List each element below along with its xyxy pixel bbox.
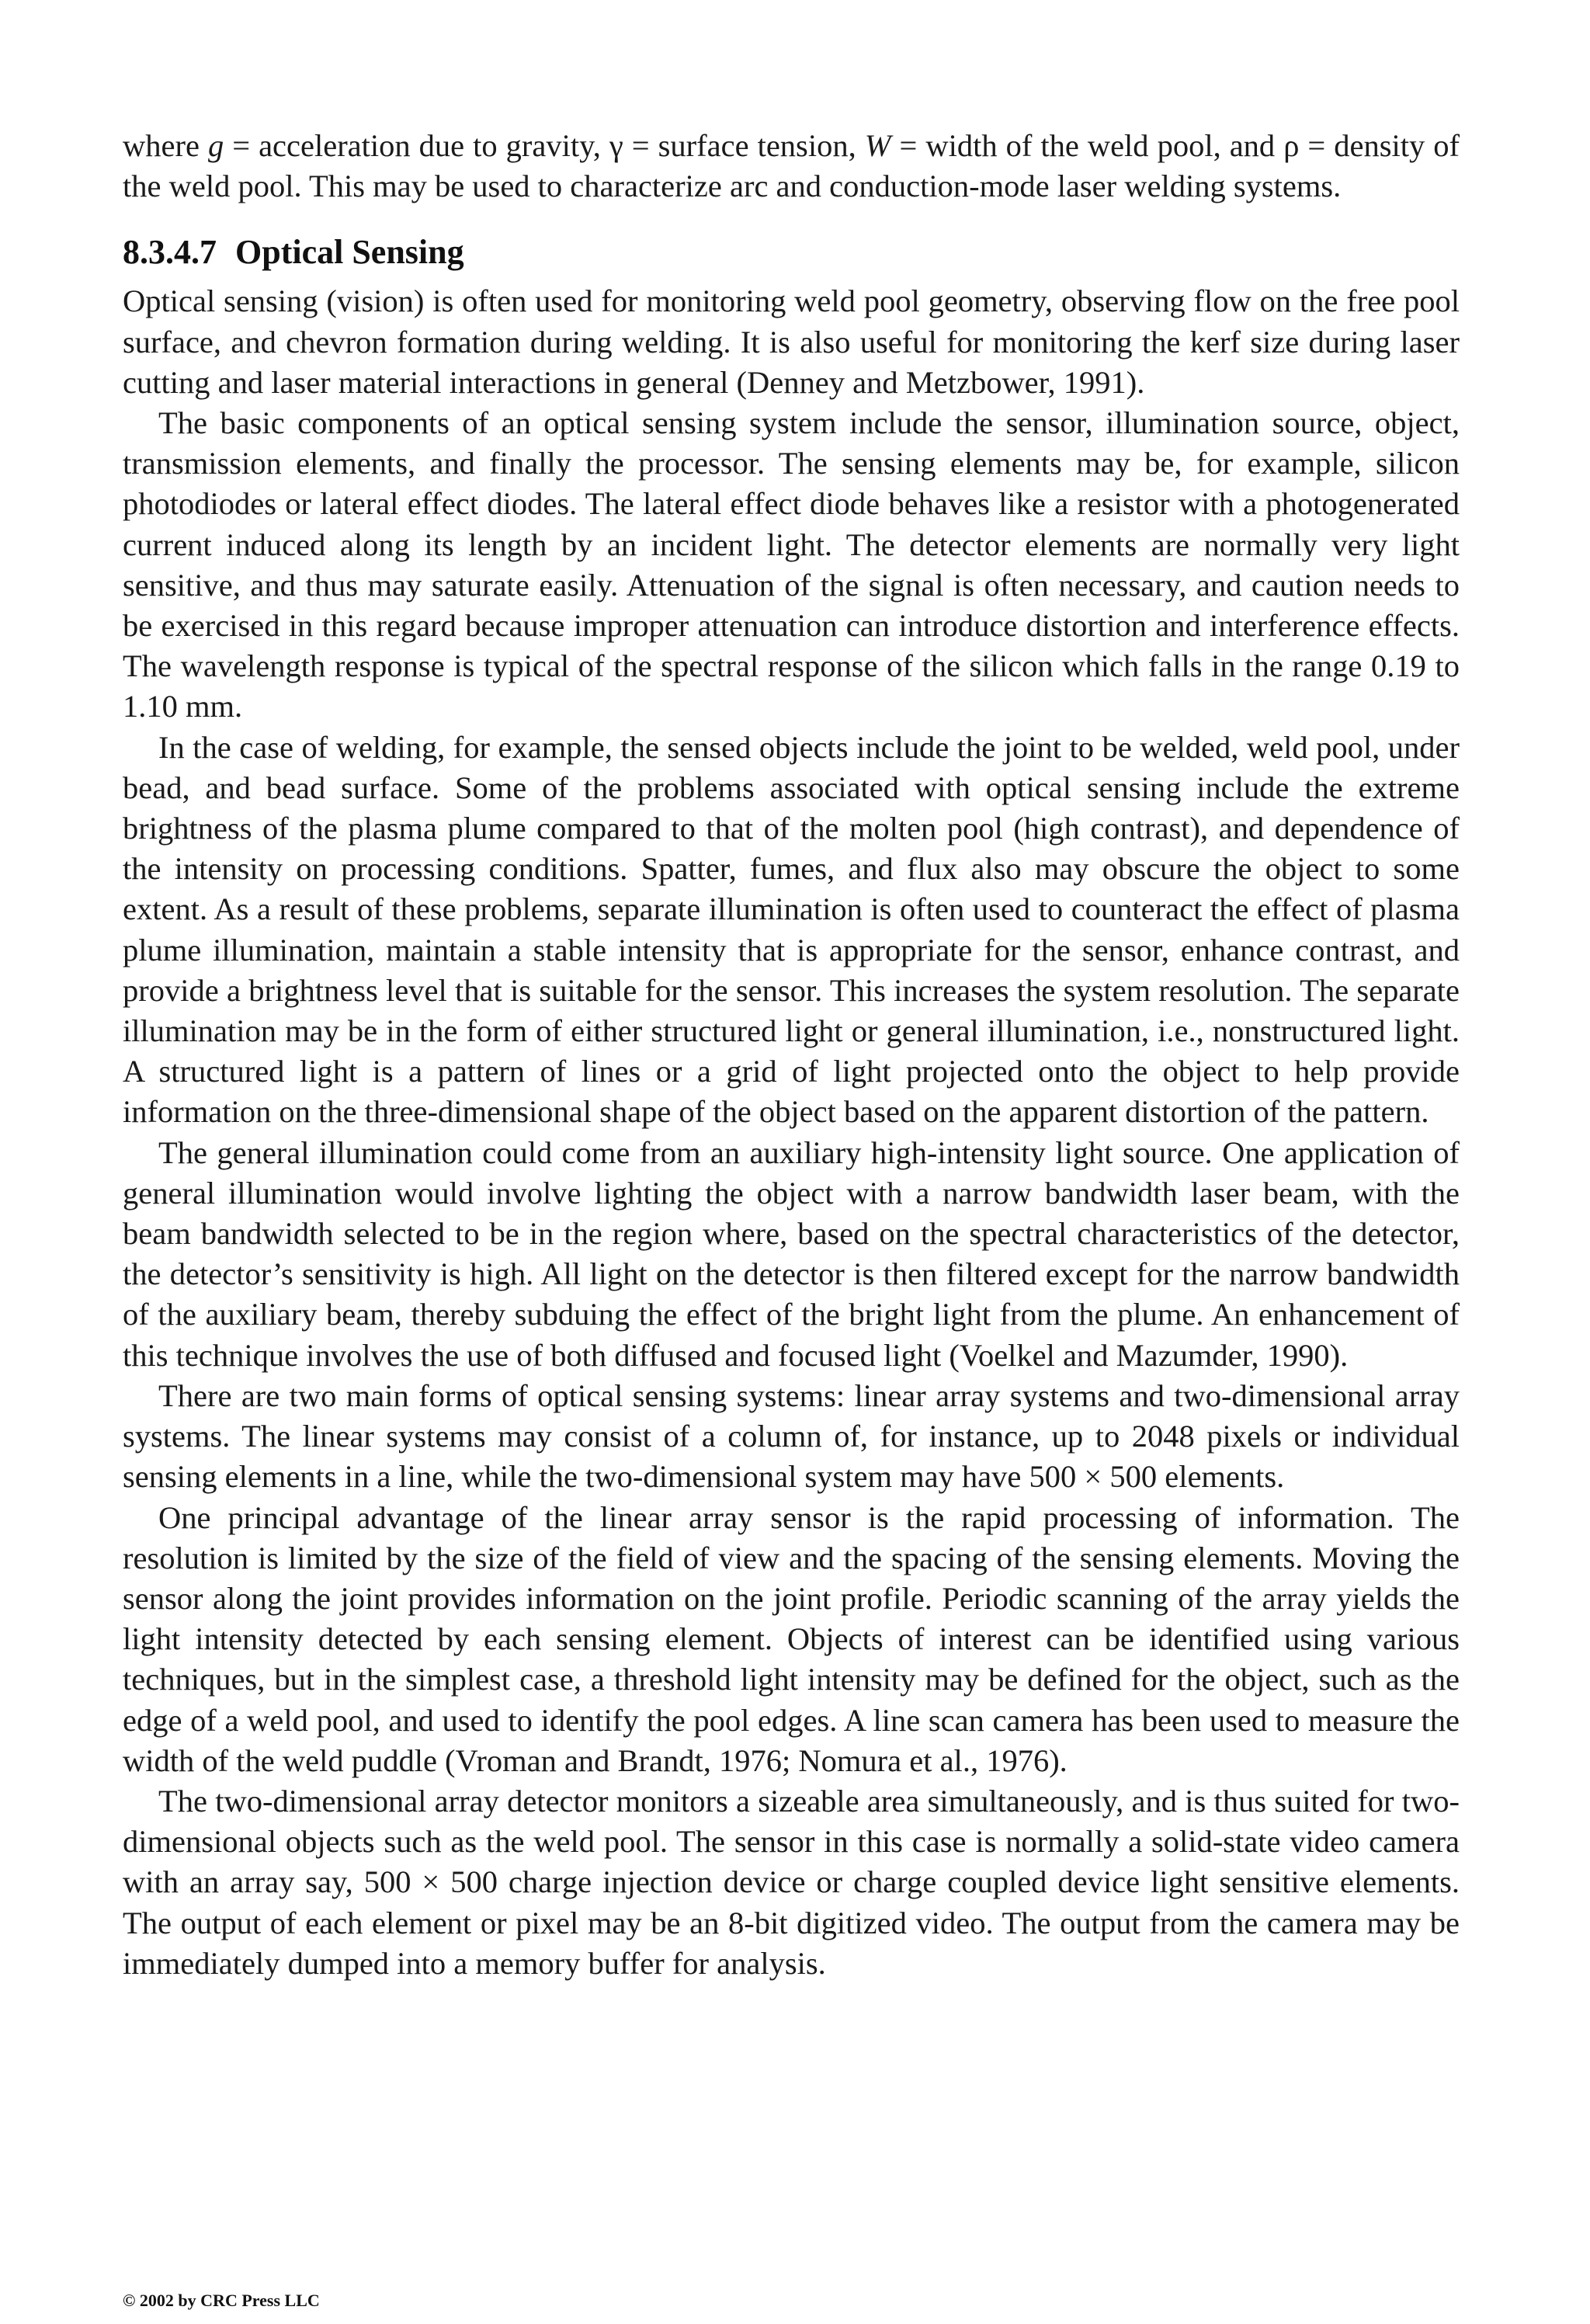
section-heading (123, 231, 1460, 273)
paragraph-5: There are two main forms of optical sensing systems: linear array systems and two-dimensional array systems. The linear systems may consist of a column of, for instance, up to 2048 pixels or individual sensing elements in a line, while the two-dimensional system may have 500 × 500 elements. (123, 1377, 1460, 1495)
paragraph-4: The general illumination could come from an auxiliary high-intensity light source. One application of general illumination would involve lighting the object with a narrow bandwidth laser beam, with the beam bandwidth selected to be in the region where, based on the spectral characteristics of the detector, the detector’s sensitivity is high. All light on the detector is then filtered except for the narrow bandwidth of the auxiliary beam, thereby subduing the effect of the bright light from the plume. An enhancement of this technique involves the use of both diffused and focused light (Voelkel and Mazumder, 1990). (123, 1134, 1460, 1373)
g-symbol: g (207, 128, 224, 163)
page-body (123, 126, 1460, 1984)
paragraph-1: Optical sensing (vision) is often used for monitoring weld pool geometry, observing flow on the free pool surface, and chevron formation during welding. It is also useful for monitoring the kerf size during laser cutting and laser material interactions in general (Denney and Metzbower, 1991). (123, 283, 1460, 400)
section-title: Optical Sensing (235, 233, 464, 272)
intro-text-1: where (123, 128, 208, 163)
copyright-footer: © 2002 by CRC Press LLC (123, 2291, 320, 2310)
section-number: 8.3.4.7 (123, 233, 217, 272)
intro-text-3: = width of the weld pool, and ρ = density of the weld pool. This may be used to characterize arc and conduction-mode laser welding systems. (123, 128, 1460, 204)
intro-paragraph (123, 126, 1460, 207)
w-symbol: W (864, 128, 891, 163)
paragraph-7: The two-dimensional array detector monitors a sizeable area simultaneously, and is thus suited for two-dimensional objects such as the weld pool. The sensor in this case is normally a solid-state video camera with an array say, 500 × 500 charge injection device or charge coupled device light sensitive elements. The output of each element or pixel may be an 8-bit digitized video. The output from the camera may be immediately dumped into a memory buffer for analysis. (123, 1783, 1460, 1981)
paragraph-3: In the case of welding, for example, the sensed objects include the joint to be welded, weld pool, under bead, and bead surface. Some of the problems associated with optical sensing include the extreme brightness of the plasma plume compared to that of the molten pool (high contrast), and dependence of the intensity on processing conditions. Spatter, fumes, and flux also may obscure the object to some extent. As a result of these problems, separate illumination is often used to counteract the effect of plasma plume illumination, maintain a stable intensity that is appropriate for the sensor, enhance contrast, and provide a brightness level that is suitable for the sensor. This increases the system resolution. The separate illumination may be in the form of either structured light or general illumination, i.e., nonstructured light. A structured light is a pattern of lines or a grid of light projected onto the object to help provide information on the three-dimensional shape of the object based on the apparent distortion of the pattern. (123, 729, 1460, 1130)
intro-text-2: = acceleration due to gravity, γ = surface tension, (224, 128, 865, 163)
paragraph-6: One principal advantage of the linear array sensor is the rapid processing of information. The resolution is limited by the size of the field of view and the spacing of the sensing elements. Moving the sensor along the joint provides information on the joint profile. Periodic scanning of the array yields the light intensity detected by each sensing element. Objects of interest can be identified using various techniques, but in the simplest case, a threshold light intensity may be defined for the object, such as the edge of a weld pool, and used to identify the pool edges. A line scan camera has been used to measure the width of the weld puddle (Vroman and Brandt, 1976; Nomura et al., 1976). (123, 1499, 1460, 1778)
paragraph-2: The basic components of an optical sensing system include the sensor, illumination source, object, transmission elements, and finally the processor. The sensing elements may be, for example, silicon photodiodes or lateral effect diodes. The lateral effect diode behaves like a resistor with a photogenerated current induced along its length by an incident light. The detector elements are normally very light sensitive, and thus may saturate easily. Attenuation of the signal is often necessary, and caution needs to be exercised in this regard because improper attenuation can introduce distortion and interference effects. The wavelength response is typical of the spectral response of the silicon which falls in the range 0.19 to 1.10 mm. (123, 405, 1460, 724)
